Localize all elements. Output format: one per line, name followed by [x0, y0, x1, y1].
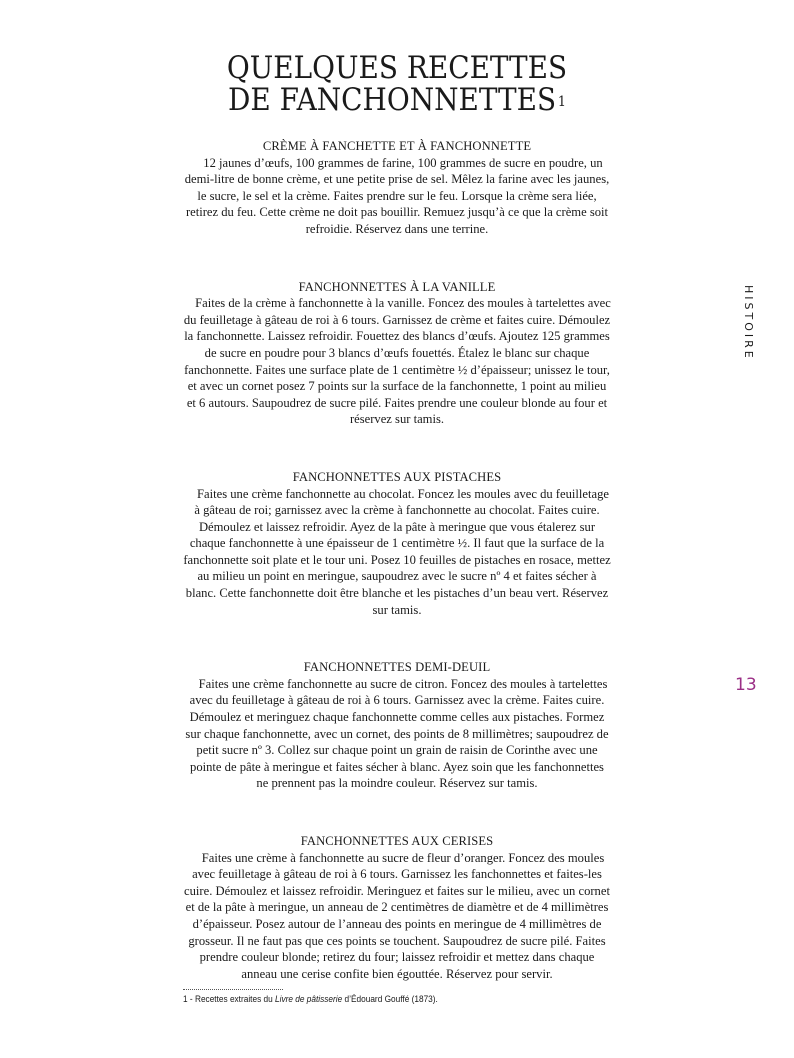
footnote-prefix: 1 - Recettes extraites du [183, 994, 276, 1004]
title-line-2 [202, 84, 593, 116]
recipe-list [183, 138, 611, 1023]
recipe-pistaches [183, 469, 611, 618]
recipe-body: Faites une crème fanchonnette au sucre de citron. Foncez des moules à tartelettes avec du feuilletage à gâteau de roi à 6 tours. Garnissez avec la crème. Faites cuire. Démoulez et meringuez chaque fanchonnette comme celles aux pistaches. Formez sur chaque fanchonnette, avec un cornet, des points de 8 millimètres; saupoudrez de petit sucre nº 3. Collez sur chaque point un grain de raisin de Corinthe avec une pointe de pâte à meringue et faites sécher à blanc. Ayez soin que les fanchonnettes ne prennent pas la moindre couleur. Réservez sur tamis. [185, 676, 609, 791]
recipe-cerises [183, 833, 611, 982]
page-number: 13 [735, 675, 757, 695]
recipe-heading: FANCHONNETTES DEMI-DEUIL [303, 660, 491, 675]
section-label: HISTOIRE [742, 285, 755, 361]
recipe-body: Faites une crème à fanchonnette au sucre de fleur d’oranger. Foncez des moules avec feuilletage à gâteau de roi à 6 tours. Garnissez les fanchonnettes et faites-les cuire. Démoulez et laissez refroidir. Meringuez et faites sur le milieu, avec un cornet et de la pâte à meringue, un anneau de 2 centimètres de diamètre et de 4 millimètres d’épaisseur. Posez autour de l’anneau des points en meringue de 4 millimètres de grosseur. Il ne faut pas que ces points se touchent. Saupoudrez de sucre pilé. Faites prendre couleur blonde; retirez du four; laissez refroidir et mettez dans chaque anneau une cerise confite bien égouttée. Réservez pour servir. [184, 850, 610, 981]
title-line-2-text: DE FANCHONNETTES [228, 82, 557, 118]
recipe-creme-fanchette [183, 138, 611, 238]
footnote [183, 993, 579, 1005]
recipe-heading: FANCHONNETTES AUX PISTACHES [292, 469, 502, 484]
page-title [202, 52, 593, 116]
footnote-suffix: d’Édouard Gouffé (1873). [342, 994, 438, 1004]
recipe-heading: FANCHONNETTES À LA VANILLE [298, 279, 496, 294]
footnote-book-title: Livre de pâtisserie [275, 994, 343, 1004]
title-line-1: QUELQUES RECETTES [226, 50, 568, 86]
recipe-heading: FANCHONNETTES AUX CERISES [300, 834, 494, 848]
recipe-body: Faites une crème fanchonnette au chocolat. Foncez les moules avec du feuilletage à gâteau de roi; garnissez avec la crème à fanchonnette au chocolat. Faites cuire. Démoulez et laissez refroidir. Ayez de la pâte à meringue que vous étalerez sur chaque fanchonnette à une épaisseur de 1 centimètre ½. Il faut que la surface de la fanchonnette soit plate et le tour uni. Posez 10 feuilles de pistaches en rosace, mettez au milieu un point en meringue, saupoudrez avec le sucre nº 4 et faites sécher à blanc. Cette fanchonnette doit être blanche et les pistaches d’un beau vert. Réservez sur tamis. [183, 486, 611, 617]
recipe-body: 12 jaunes d’œufs, 100 grammes de farine, 100 grammes de sucre en poudre, un demi-litre de bonne crème, et une petite prise de sel. Mêlez la farine avec les jaunes, le sucre, le sel et la crème. Faites prendre sur le feu. Lorsque la crème sera liée, retirez du feu. Cette crème ne doit pas bouillir. Remuez jusqu’à ce que la crème soit refroidie. Réservez dans une terrine. [184, 155, 610, 236]
recipe-vanille [183, 279, 611, 428]
recipe-body: Faites de la crème à fanchonnette à la vanille. Foncez des moules à tartelettes avec du feuilletage à gâteau de roi à 6 tours. Garnissez de crème et faites cuire. Démoulez la fanchonnette. Laissez refroidir. Fouettez des blancs d’œufs. Ajoutez 125 grammes de sucre en poudre pour 3 blancs d’œufs fouettés. Étalez le blanc sur chaque fanchonnette. Faites une surface plate de 1 centimètre ½ d’épaisseur; unissez le tour, et avec un cornet posez 7 points sur la surface de la fanchonnette, 1 point au milieu et 6 autours. Saupoudrez de sucre pilé. Faites prendre une couleur blonde au four et réservez sur tamis. [183, 296, 611, 427]
footnote-divider [183, 989, 283, 990]
footnote-reference: 1 [557, 94, 566, 110]
recipe-heading: CRÈME À FANCHETTE ET À FANCHONNETTE [262, 139, 532, 153]
recipe-demi-deuil [183, 659, 611, 792]
